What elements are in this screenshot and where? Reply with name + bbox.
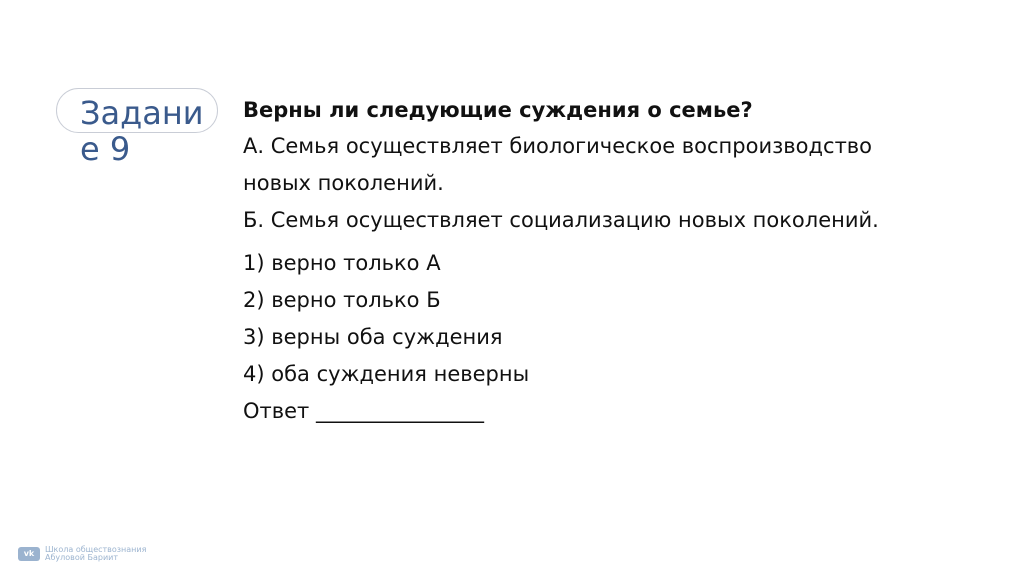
option-3: 3) верны оба суждения xyxy=(243,325,503,349)
statement-a-line2: новых поколений. xyxy=(243,171,444,195)
option-2: 2) верно только Б xyxy=(243,288,441,312)
answer-line: Ответ ________________ xyxy=(243,399,484,423)
task-label: Задание 9 xyxy=(80,94,204,168)
question-block xyxy=(243,97,1003,430)
logo-text xyxy=(45,546,146,562)
school-logo xyxy=(18,546,146,562)
logo-text-line1: Школа обществознания xyxy=(45,545,147,554)
logo-text-line2: Абуловой Бариит xyxy=(45,553,119,562)
answer-options xyxy=(243,245,1003,430)
vk-icon: vk xyxy=(18,547,40,561)
option-1: 1) верно только А xyxy=(243,251,441,275)
statement-a-line1: А. Семья осуществляет биологическое воспроизводство xyxy=(243,134,873,158)
question-title: Верны ли следующие суждения о семье? xyxy=(243,98,753,122)
statement-b: Б. Семья осуществляет социализацию новых поколений. xyxy=(243,208,879,232)
option-4: 4) оба суждения неверны xyxy=(243,362,530,386)
